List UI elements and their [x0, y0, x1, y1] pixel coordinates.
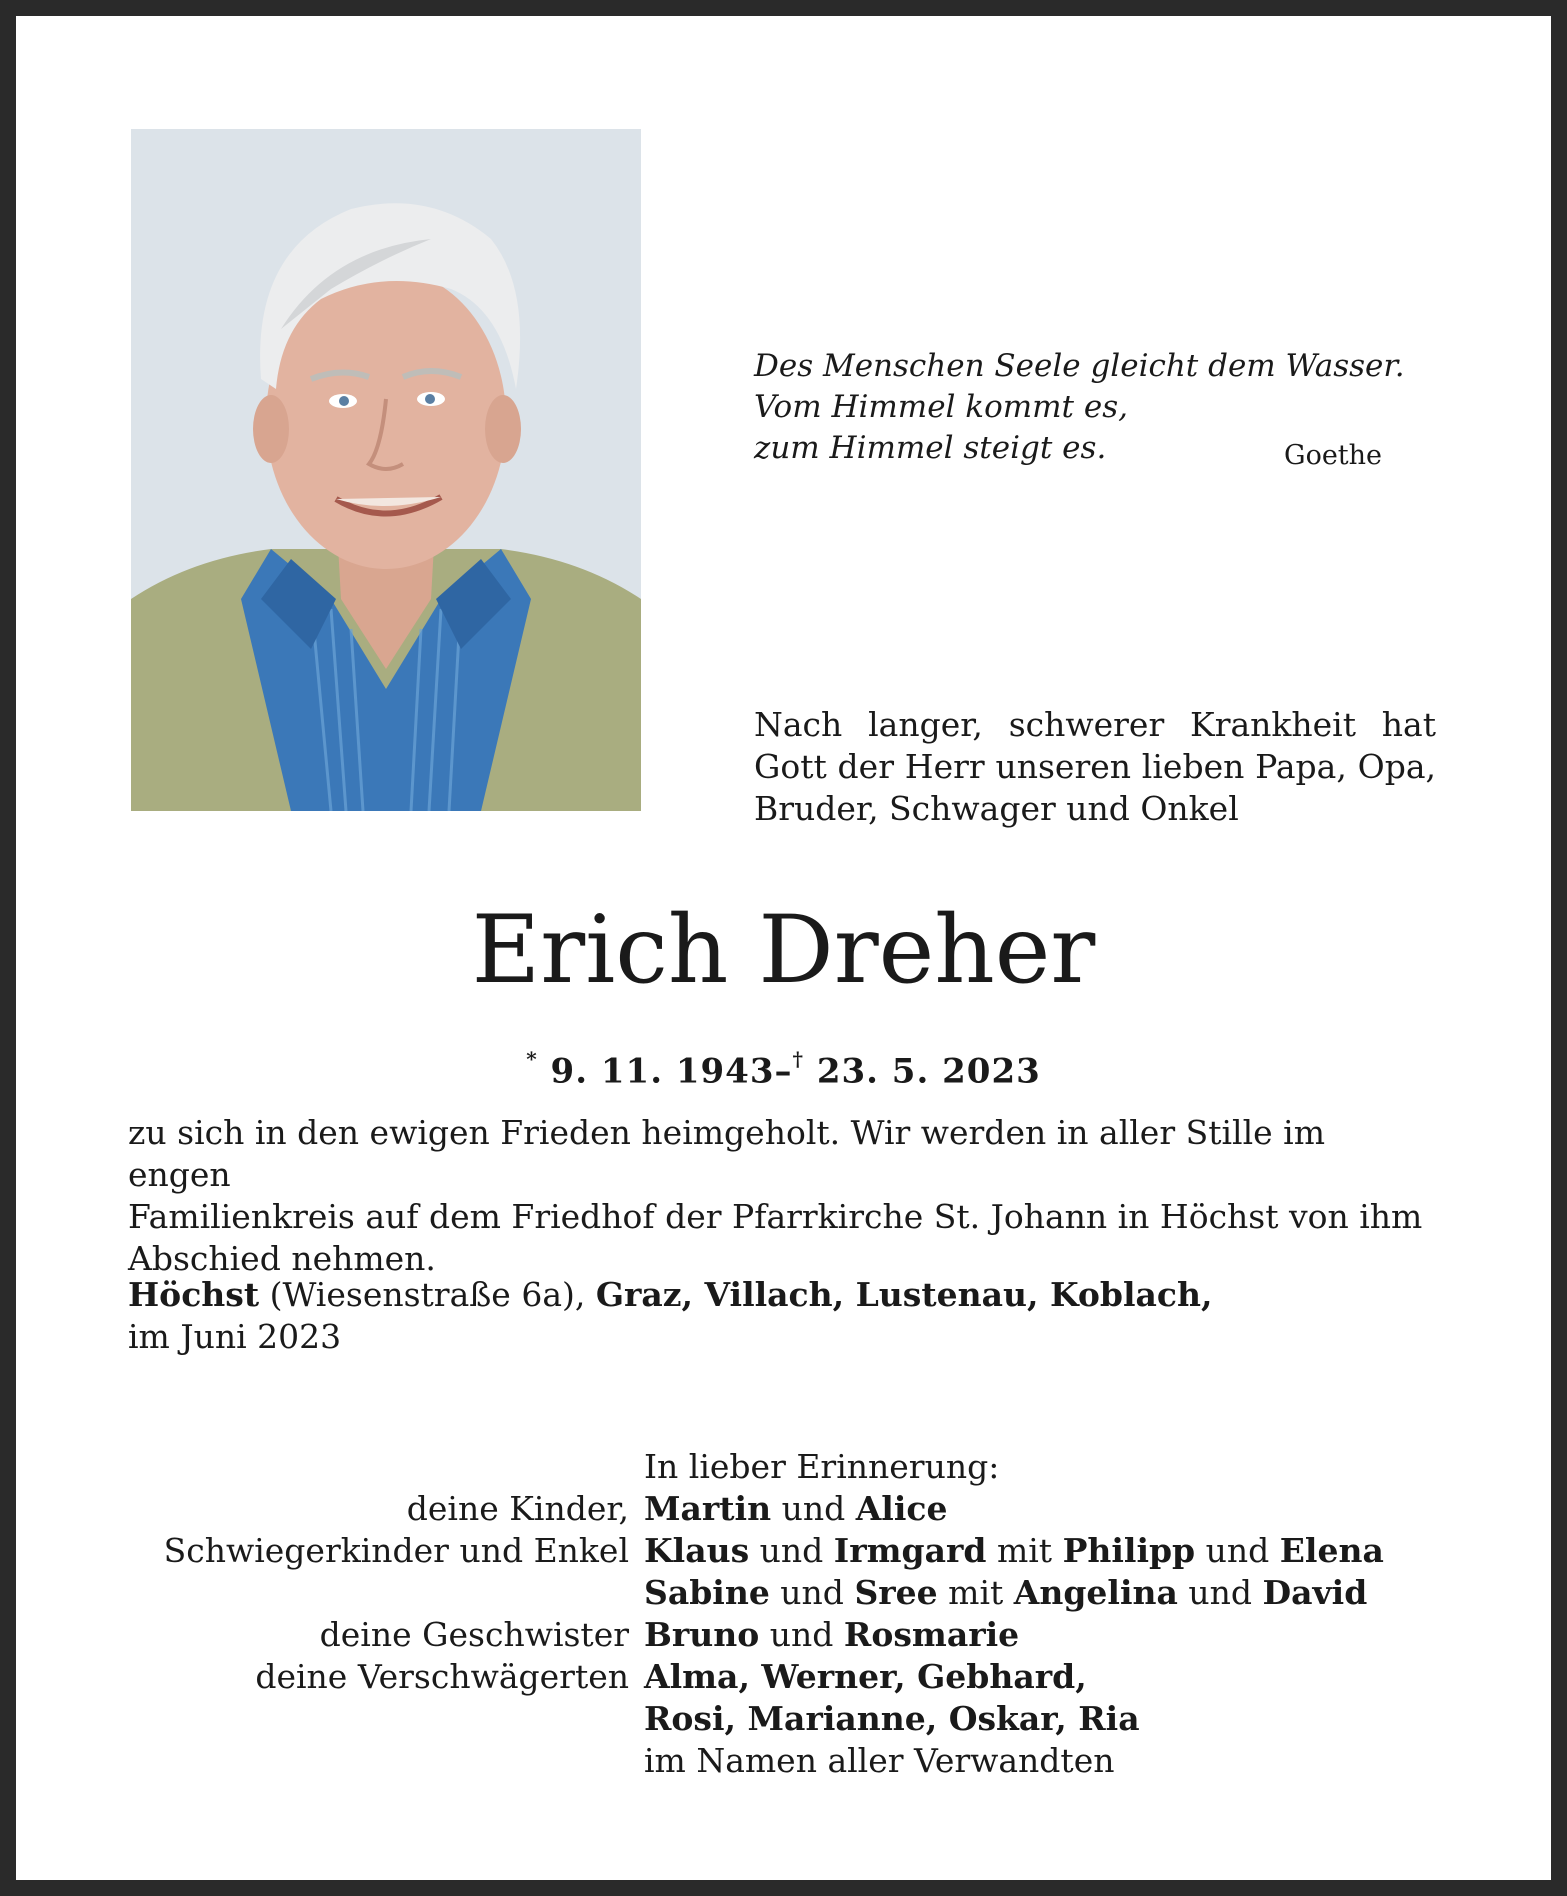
mourner-name: Rosmarie — [843, 1615, 1020, 1654]
place-others: Graz, Villach, Lustenau, Koblach, — [595, 1275, 1213, 1314]
quote-author: Goethe — [1284, 440, 1383, 471]
memory-closing: im Namen aller Verwandten — [644, 1741, 1115, 1780]
mourner-name: Sabine — [644, 1573, 770, 1612]
mourner-name: Irmgard — [833, 1531, 987, 1570]
memory-list — [16, 1446, 1551, 1782]
mourner-name: Martin — [644, 1489, 772, 1528]
connector: und — [771, 1489, 856, 1528]
intro-text — [754, 704, 1436, 830]
mourner-row — [16, 1530, 1551, 1572]
mourner-names: Alma, Werner, Gebhard, — [644, 1657, 1087, 1696]
connector: mit — [986, 1531, 1063, 1570]
quote-line: Vom Himmel kommt es, — [754, 389, 1128, 425]
mourner-row — [16, 1488, 1551, 1530]
mourner-name: Elena — [1279, 1531, 1384, 1570]
mourner-name: Bruno — [644, 1615, 760, 1654]
place-and-date — [128, 1274, 1438, 1358]
mourner-name: Alice — [855, 1489, 948, 1528]
connector: und — [769, 1573, 855, 1612]
mourner-name: Sree — [854, 1573, 938, 1612]
mourner-row — [16, 1740, 1551, 1782]
birth-symbol: * — [526, 1047, 538, 1071]
body-line: zu sich in den ewigen Frieden heimgeholt. Wir werden in aller Stille im engen — [128, 1113, 1325, 1194]
obituary-page — [16, 16, 1551, 1880]
life-dates — [16, 1041, 1551, 1093]
intro-line: Bruder, Schwager und Onkel — [754, 789, 1239, 828]
place-address: (Wiesenstraße 6a), — [259, 1275, 596, 1314]
mourner-names: Rosi, Marianne, Oskar, Ria — [644, 1699, 1140, 1738]
portrait-illustration — [131, 129, 641, 811]
connector: und — [1195, 1531, 1280, 1570]
body-text — [128, 1112, 1438, 1280]
mourner-row — [16, 1656, 1551, 1698]
quote-line: Des Menschen Seele gleicht dem Wasser. — [754, 348, 1405, 384]
deceased-name: Erich Dreher — [471, 896, 1096, 1005]
intro-line: Nach langer, schwerer Krankheit hat — [754, 705, 1436, 744]
connector: mit — [937, 1573, 1014, 1612]
mourner-row — [16, 1614, 1551, 1656]
mourner-label: deine Geschwister — [319, 1615, 629, 1654]
body-line: Abschied nehmen. — [128, 1239, 436, 1278]
mourner-name: Angelina — [1013, 1573, 1178, 1612]
connector: und — [749, 1531, 834, 1570]
body-line: Familienkreis auf dem Friedhof der Pfarrkirche St. Johann in Höchst von ihm — [128, 1197, 1423, 1236]
intro-line: Gott der Herr unseren lieben Papa, Opa, — [754, 747, 1436, 786]
mourner-row — [16, 1698, 1551, 1740]
mourner-name: David — [1262, 1573, 1368, 1612]
portrait-photo — [131, 129, 641, 811]
mourner-label: deine Kinder, — [406, 1489, 629, 1528]
connector: und — [1177, 1573, 1263, 1612]
date-separator: – — [774, 1051, 793, 1092]
mourner-name: Klaus — [644, 1531, 750, 1570]
place-town: Höchst — [128, 1275, 260, 1314]
mourner-row — [16, 1572, 1551, 1614]
memory-heading: In lieber Erinnerung: — [644, 1447, 1000, 1486]
connector: und — [759, 1615, 844, 1654]
notice-date: im Juni 2023 — [128, 1317, 342, 1356]
mourner-label: deine Verschwägerten — [255, 1657, 629, 1696]
birth-date: 9. 11. 1943 — [550, 1051, 775, 1092]
quote-line: zum Himmel steigt es. — [754, 430, 1107, 466]
mourner-label: Schwiegerkinder und Enkel — [163, 1531, 629, 1570]
death-symbol: † — [792, 1047, 804, 1071]
death-date: 23. 5. 2023 — [816, 1051, 1041, 1092]
mourner-name: Philipp — [1062, 1531, 1196, 1570]
